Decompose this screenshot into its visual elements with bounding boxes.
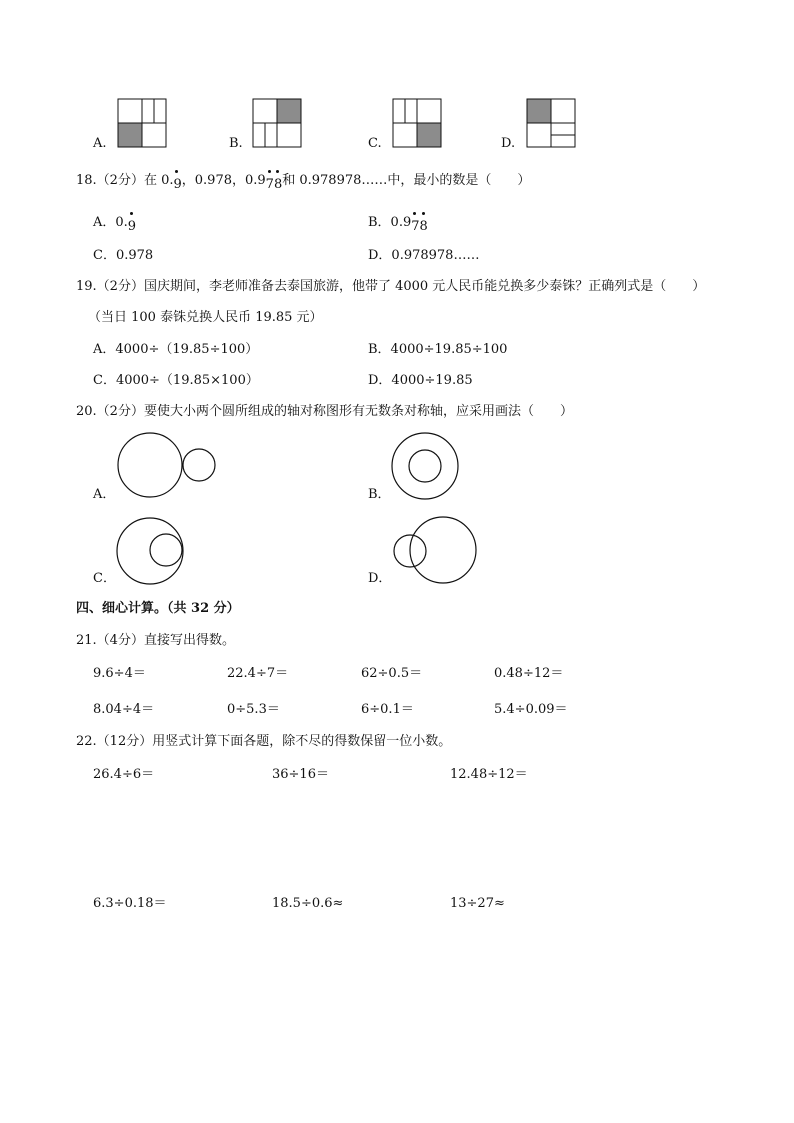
q19-option-d[interactable]: D．4000÷19.85 — [368, 373, 473, 388]
q18-option-c[interactable]: C．0.978 — [93, 248, 154, 263]
q20-figure-d — [389, 515, 479, 587]
q21-item: 9.6÷4＝ — [93, 666, 146, 681]
q18-stem-suffix: 和 0.978978……中，最小的数是（ ） — [282, 173, 531, 188]
q21-stem: 21.（4分）直接写出得数。 — [76, 633, 235, 648]
q18-stem-mid: ，0.978，0.9 — [181, 173, 266, 188]
q18-option-d[interactable]: D．0.978978…… — [368, 248, 480, 263]
q22-stem: 22.（12分）用竖式计算下面各题，除不尽的得数保留一位小数。 — [76, 734, 452, 749]
q20-figure-b — [389, 430, 461, 502]
q20-figure-c — [114, 515, 186, 587]
q19-option-b[interactable]: B．4000÷19.85÷100 — [368, 342, 508, 357]
q20-option-c-label[interactable]: C． — [93, 571, 116, 586]
q22-item: 18.5÷0.6≈ — [272, 896, 344, 911]
q22-item: 12.48÷12＝ — [450, 767, 528, 782]
q19-stem: 19.（2分）国庆期间，李老师准备去泰国旅游，他带了 4000 元人民币能兑换多少泰铢？正确列式是（ ） — [76, 279, 706, 294]
q19-note: （当日 100 泰铢兑换人民币 19.85 元） — [88, 310, 323, 325]
q21-item: 5.4÷0.09＝ — [494, 702, 568, 717]
q21-item: 6÷0.1＝ — [361, 702, 414, 717]
q17-figure-b — [252, 98, 302, 148]
q19-option-c[interactable]: C．4000÷（19.85×100） — [93, 373, 259, 388]
q17-figure-d — [526, 98, 576, 148]
q17-option-d-label[interactable]: D. — [501, 136, 516, 151]
q18-option-a[interactable]: A．0. 9 — [93, 215, 136, 231]
q20-option-d-label[interactable]: D． — [368, 571, 392, 586]
q18-option-a-repeating: 9 — [128, 219, 136, 235]
q18-repeating-8: 8 — [274, 177, 282, 193]
q19-option-a[interactable]: A．4000÷（19.85÷100） — [93, 342, 259, 357]
q20-stem: 20.（2分）要使大小两个圆所组成的轴对称图形有无数条对称轴，应采用画法（ ） — [76, 404, 573, 419]
q20-option-b-label[interactable]: B． — [368, 487, 391, 502]
q18-option-b[interactable]: B．0.9 7 8 — [368, 215, 428, 231]
q18-repeating-9: 9 — [173, 177, 181, 193]
q21-item: 22.4÷7＝ — [227, 666, 289, 681]
q20-figure-a — [114, 430, 220, 502]
q21-item: 0÷5.3＝ — [227, 702, 280, 717]
q22-item: 6.3÷0.18＝ — [93, 896, 167, 911]
q18-option-b-repeating-8: 8 — [420, 219, 428, 235]
q17-figure-a — [117, 98, 167, 148]
q21-item: 0.48÷12＝ — [494, 666, 564, 681]
section-4-title: 四、细心计算。（共 32 分） — [76, 601, 240, 616]
q22-item: 26.4÷6＝ — [93, 767, 155, 782]
q22-item: 13÷27≈ — [450, 896, 505, 911]
q21-item: 8.04÷4＝ — [93, 702, 155, 717]
q17-option-b-label[interactable]: B. — [229, 136, 243, 151]
q17-option-a-label[interactable]: A. — [93, 136, 107, 151]
q17-option-c-label[interactable]: C. — [368, 136, 382, 151]
q18-stem-prefix: 18.（2分）在 0. — [76, 173, 174, 188]
q18-option-b-repeating-7: 7 — [411, 219, 419, 235]
q22-item: 36÷16＝ — [272, 767, 329, 782]
q20-option-a-label[interactable]: A． — [93, 487, 116, 502]
q18-stem — [76, 173, 531, 192]
q18-repeating-7: 7 — [266, 177, 274, 193]
q21-item: 62÷0.5＝ — [361, 666, 423, 681]
q17-figure-c — [392, 98, 442, 148]
